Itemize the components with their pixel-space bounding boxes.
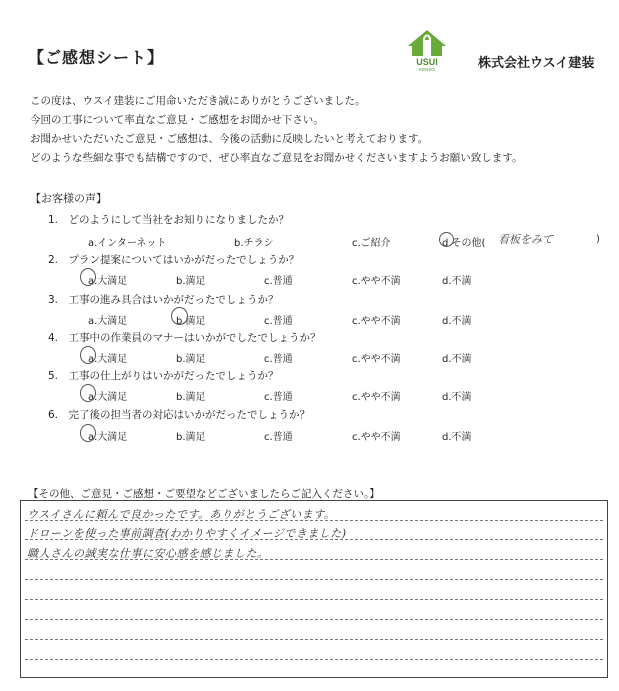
intro-line: 今回の工事について率直なご意見・ご感想をお聞かせ下さい。 (30, 114, 324, 126)
comment-rule (25, 619, 603, 620)
q5-option-d[interactable]: c.やや不満 (352, 392, 401, 403)
q3-option-c[interactable]: c.普通 (264, 316, 293, 327)
logo-text: USUI (416, 57, 438, 67)
sheet-title: 【ご感想シート】 (28, 48, 165, 67)
q6-option-b[interactable]: b.満足 (176, 432, 206, 443)
q6-answer-circle (80, 424, 96, 442)
question-4: 4. 工事中の作業員のマナーはいかがでしたでしょうか？ (48, 332, 321, 344)
q4-answer-circle (80, 346, 96, 364)
intro-text (30, 92, 522, 168)
question-2: 2. プラン提案についてはいかがだったでしょうか？ (48, 254, 300, 266)
question-3: 3. 工事の進み具合はいかがだったでしょうか？ (48, 294, 279, 306)
question-6: 6. 完了後の担当者の対応はいかがだったでしょうか？ (48, 409, 311, 421)
q1-handwritten-answer: 看板をみて (498, 233, 553, 246)
q3-option-d[interactable]: c.やや不満 (352, 316, 401, 327)
q4-option-c[interactable]: c.普通 (264, 354, 293, 365)
q2-answer-circle (80, 268, 96, 286)
q1-option-b[interactable]: b.チラシ (234, 238, 274, 249)
q4-option-d[interactable]: c.やや不満 (352, 354, 401, 365)
q5-option-c[interactable]: c.普通 (264, 392, 293, 403)
intro-line: この度は、ウスイ建装にご用命いただき誠にありがとうございました。 (30, 95, 366, 107)
intro-line: お聞かせいただいたご意見・ご感想は、今後の活動に反映したいと考えております。 (30, 133, 429, 145)
q5-answer-circle (80, 384, 96, 402)
q3-option-b[interactable]: b.満足 (176, 316, 206, 327)
customer-voice-heading: 【お客様の声】 (30, 192, 107, 205)
q6-option-d[interactable]: c.やや不満 (352, 432, 401, 443)
q1-option-d[interactable]: d.その他( (442, 238, 486, 249)
q5-option-b[interactable]: b.満足 (176, 392, 206, 403)
q2-option-e[interactable]: d.不満 (442, 276, 472, 287)
comment-rule (25, 539, 603, 540)
q1-option-a[interactable]: a.インターネット (88, 238, 167, 249)
q2-option-d[interactable]: c.やや不満 (352, 276, 401, 287)
q4-option-b[interactable]: b.満足 (176, 354, 206, 365)
comment-rule (25, 659, 603, 660)
comment-rule (25, 520, 603, 521)
company-name: 株式会社ウスイ建装 (478, 56, 595, 71)
q4-option-e[interactable]: d.不満 (442, 354, 472, 365)
comment-line-3: 職人さんの誠実な仕事に安心感を感じました。 (27, 547, 269, 560)
q3-option-e[interactable]: d.不満 (442, 316, 472, 327)
comment-rule (25, 579, 603, 580)
q5-option-a[interactable]: a.大満足 (88, 392, 128, 403)
q3-answer-circle (171, 307, 188, 325)
q1-option-c[interactable]: c.ご紹介 (352, 238, 391, 249)
q2-option-b[interactable]: b.満足 (176, 276, 206, 287)
q6-option-e[interactable]: d.不満 (442, 432, 472, 443)
q5-option-e[interactable]: d.不満 (442, 392, 472, 403)
q1-answer-circle (439, 232, 454, 247)
comments-heading: 【その他、ご意見・ご感想・ご要望などございましたらご記入ください。】 (28, 488, 380, 500)
intro-line: どのような些細な事でも結構ですので、ぜひ率直なご意見をお聞かせくださいますようお願い致します。 (30, 152, 523, 164)
q2-option-c[interactable]: c.普通 (264, 276, 293, 287)
q6-option-c[interactable]: c.普通 (264, 432, 293, 443)
company-logo (402, 28, 452, 72)
q6-option-a[interactable]: a.大満足 (88, 432, 128, 443)
q4-option-a[interactable]: a.大満足 (88, 354, 128, 365)
comment-line-1: ウスイさんに頼んで良かったです。ありがとうございます。 (27, 508, 336, 521)
comment-rule (25, 559, 603, 560)
q2-option-a[interactable]: a.大満足 (88, 276, 128, 287)
comment-line-2: ドローンを使った事前調査(わかりやすくイメージできました) (27, 527, 347, 540)
question-1: 1. どのようにして当社をお知りになりましたか？ (48, 214, 290, 226)
comment-rule (25, 639, 603, 640)
question-5: 5. 工事の仕上がりはいかがだったでしょうか？ (48, 370, 279, 382)
q3-option-a[interactable]: a.大満足 (88, 316, 128, 327)
logo-subtext: KENSO (419, 67, 435, 72)
comments-box[interactable] (20, 500, 608, 678)
q1-option-close-paren: ) (596, 234, 600, 245)
comment-rule (25, 599, 603, 600)
